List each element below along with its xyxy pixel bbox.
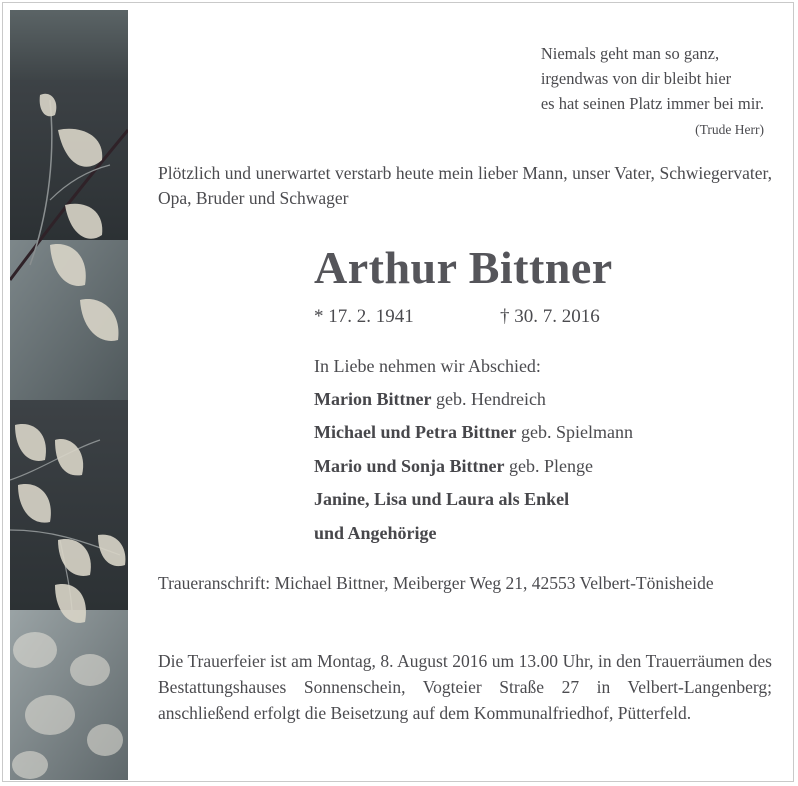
quote-line: Niemals geht man so ganz, [540,44,720,63]
mourner-entry [314,489,774,523]
mourner-name: Michael und Petra Bittner [314,422,517,442]
mourner-name: Mario und Sonja Bittner [314,456,505,476]
mourners-list [314,356,774,556]
mourner-name: Janine, Lisa und Laura als Enkel [314,489,570,509]
deceased-name: Arthur Bittner [314,242,613,293]
mourner-entry [314,422,774,456]
mourner-note: geb. Plenge [509,456,593,476]
mourner-entry [314,389,774,422]
quote-line: es hat seinen Platz immer bei mir. [540,94,764,113]
mourner-entry [314,523,774,556]
memorial-quote [541,41,764,142]
intro-text: Plötzlich und unerwartet verstarb heute mein lieber Mann, unser Vater, Schwiegervater, Opa, Bruder und Schwager [158,163,772,208]
mourning-address: Traueranschrift: Michael Bittner, Meiberger Weg 21, 42553 Velbert-Tönisheide [158,573,714,593]
mourner-note: geb. Hendreich [435,389,546,409]
mourner-name: und Angehörige [314,523,437,543]
decorative-plant-photo [10,10,128,780]
quote-line: irgendwas von dir bleibt hier [540,69,732,88]
obituary-notice [2,2,794,782]
death-date: † 30. 7. 2016 [500,306,600,327]
ceremony-details: Die Trauerfeier ist am Montag, 8. August 2016 um 13.00 Uhr, in den Trauerräumen des Bestattungshauses Sonnenschein, Vogteier Straße 27 in Velbert-Langenberg; anschließend erfolgt die Beisetzung auf dem Kommunalfriedhof, Pütterfeld. [158,651,772,723]
life-dates [314,306,600,328]
mourner-entry [314,456,774,489]
birth-date: * 17. 2. 1941 [314,306,414,327]
quote-author: (Trude Herr) [695,122,764,137]
mourner-name: Marion Bittner [314,389,432,409]
mourners-heading: In Liebe nehmen wir Abschied: [314,356,541,376]
mourner-note: geb. Spielmann [520,422,633,442]
